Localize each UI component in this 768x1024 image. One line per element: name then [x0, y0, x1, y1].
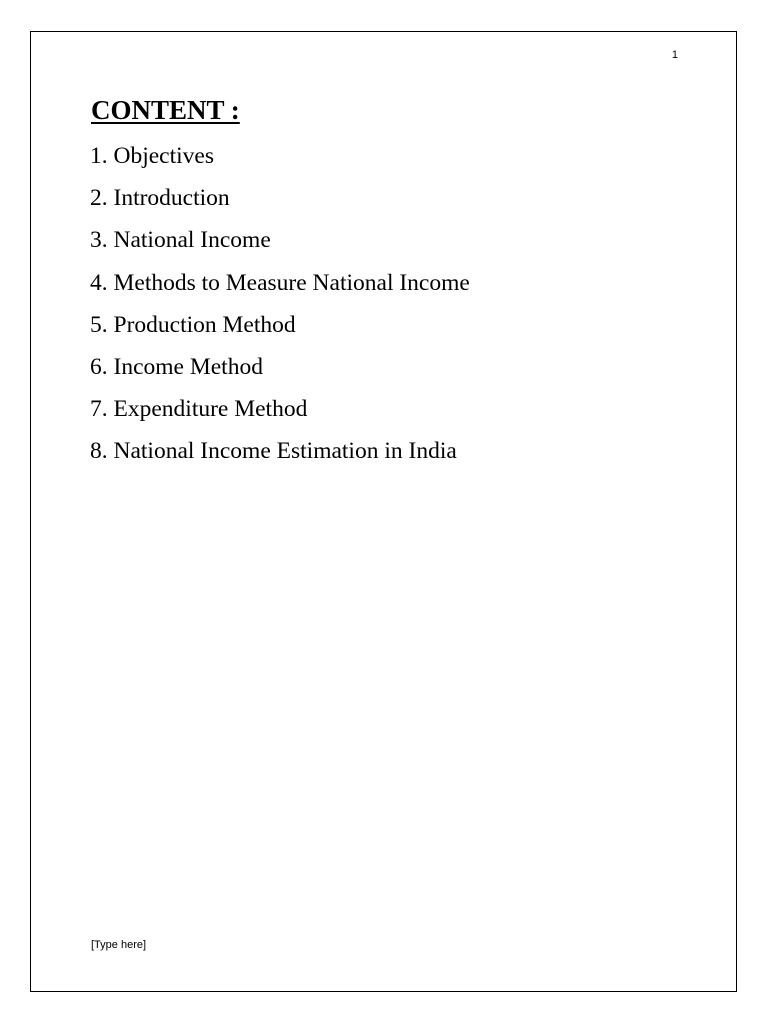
toc-item-india-estimation: 8. National Income Estimation in India: [90, 438, 457, 465]
footer-placeholder[interactable]: [Type here]: [91, 939, 147, 951]
toc-item-income-method: 6. Income Method: [90, 353, 263, 380]
document-page: [30, 31, 737, 992]
table-of-contents: [90, 140, 470, 478]
toc-item-production-method: 5. Production Method: [90, 311, 296, 338]
toc-item-objectives: 1. Objectives: [90, 143, 214, 169]
toc-item-measurement-methods: 4. Methods to Measure National Income: [90, 269, 470, 296]
toc-item-national-income: 3. National Income: [90, 227, 271, 254]
page-number: 1: [671, 49, 678, 61]
toc-item-expenditure-method: 7. Expenditure Method: [90, 396, 308, 423]
toc-item-introduction: 2. Introduction: [90, 185, 230, 212]
content-heading: CONTENT :: [91, 95, 240, 125]
